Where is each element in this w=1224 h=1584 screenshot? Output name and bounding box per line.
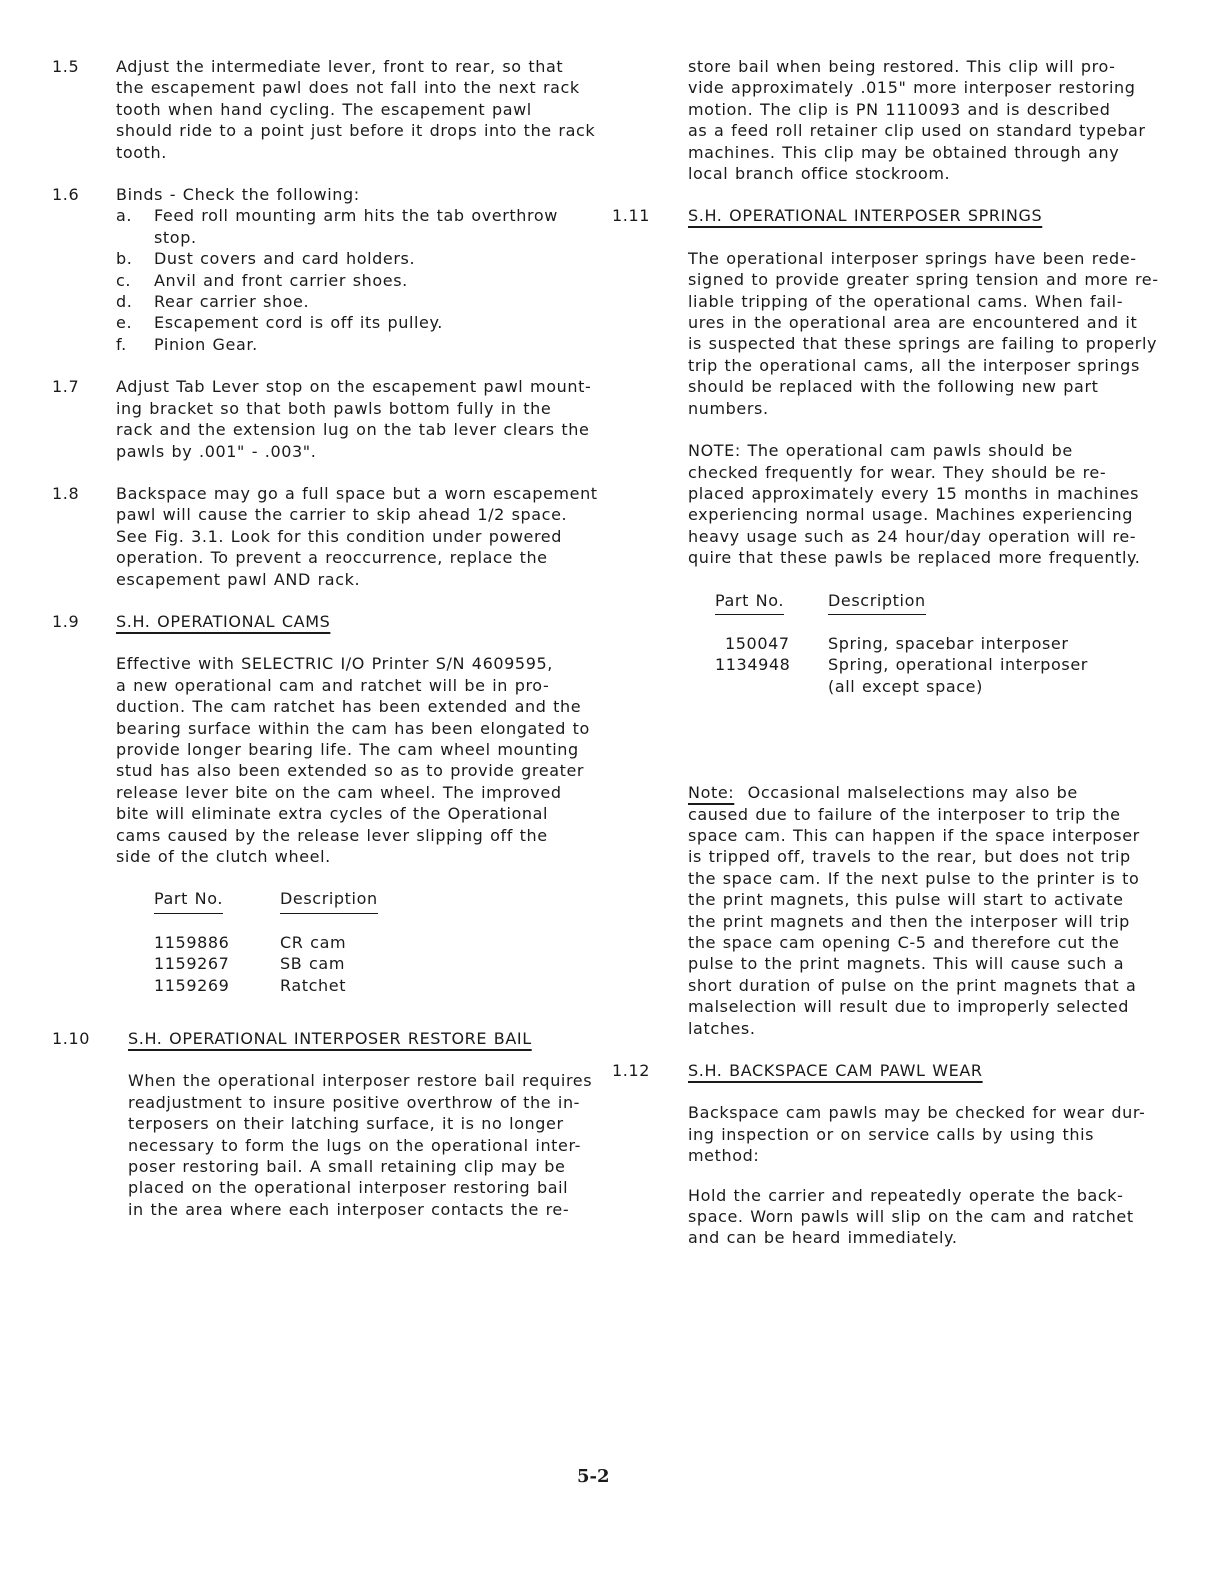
part-description: SB cam xyxy=(280,954,346,974)
text-line: trip the operational cams, all the interposer springs xyxy=(688,355,1140,375)
part-number: 150047 xyxy=(725,633,790,653)
list-item xyxy=(116,334,572,355)
section-number: 1.9 xyxy=(52,611,80,631)
list-label: b. xyxy=(116,249,133,269)
column-header-part: Part No. xyxy=(715,590,784,615)
text-line: is suspected that these springs are failing to properly xyxy=(688,334,1158,354)
text-line: caused due to failure of the interposer to trip the xyxy=(688,804,1121,824)
list-item xyxy=(116,248,572,269)
text-line: bite will eliminate extra cycles of the Operational xyxy=(116,804,549,824)
text-line: bearing surface within the cam has been elongated to xyxy=(116,718,590,738)
note-first-line xyxy=(688,782,1142,803)
section-body xyxy=(688,205,1159,1039)
continued-text xyxy=(688,56,1146,184)
note-label: Note: xyxy=(688,783,735,803)
text-line: The operational interposer springs have been rede- xyxy=(688,248,1137,268)
text-line: necessary to form the lugs on the operational inter- xyxy=(128,1135,582,1155)
text-line: the print magnets and then the interposer will trip xyxy=(688,911,1130,931)
section-heading: S.H. OPERATIONAL INTERPOSER SPRINGS xyxy=(688,206,1043,226)
list-label: f. xyxy=(116,334,127,354)
page-number: 5-2 xyxy=(577,1466,610,1487)
text-line: pulse to the print magnets. This will cause such a xyxy=(688,954,1125,974)
binds-list xyxy=(116,205,572,355)
list-text: stop. xyxy=(154,227,197,247)
text-line: ing inspection or on service calls by using this xyxy=(688,1124,1095,1144)
section-heading: S.H. OPERATIONAL CAMS xyxy=(116,611,331,631)
list-text: Escapement cord is off its pulley. xyxy=(154,313,443,333)
table-header-row xyxy=(154,888,378,913)
text-line: stud has also been extended so as to provide greater xyxy=(116,761,585,781)
section-1-6 xyxy=(52,184,572,355)
text-line: quire that these pawls be replaced more frequently. xyxy=(688,548,1141,568)
list-label: d. xyxy=(116,292,133,312)
text-line: placed on the operational interposer restoring bail xyxy=(128,1178,569,1198)
list-label: a. xyxy=(116,206,133,226)
section-1-8 xyxy=(52,483,598,590)
section-1-12 xyxy=(612,1060,1146,1249)
text-line: tooth. xyxy=(116,142,167,162)
table-row xyxy=(154,953,378,974)
section-1-9 xyxy=(52,611,590,996)
list-text: Pinion Gear. xyxy=(154,334,258,354)
text-line: vide approximately .015" more interposer restoring xyxy=(688,78,1136,98)
section-body xyxy=(688,1060,1146,1249)
list-label: e. xyxy=(116,313,133,333)
text-line: side of the clutch wheel. xyxy=(116,847,331,866)
text-line: escapement pawl AND rack. xyxy=(116,569,361,589)
text-line: latches. xyxy=(688,1018,756,1038)
section-body xyxy=(116,611,590,996)
text-line: the space cam. If the next pulse to the printer is to xyxy=(688,868,1140,888)
list-text: Rear carrier shoe. xyxy=(154,292,310,312)
column-header-part: Part No. xyxy=(154,888,223,913)
text-line: method: xyxy=(688,1146,760,1166)
section-number: 1.5 xyxy=(52,57,80,76)
text-line: the escapement pawl does not fall into the next rack xyxy=(116,78,580,98)
section-body xyxy=(116,483,598,590)
list-item xyxy=(116,205,572,226)
text-line: release lever bite on the cam wheel. The improved xyxy=(116,782,562,802)
text-line: malselection will result due to improperly selected xyxy=(688,997,1129,1017)
text-line: motion. The clip is PN 1110093 and is described xyxy=(688,99,1111,119)
part-description: Spring, spacebar interposer xyxy=(828,633,1069,653)
parts-table xyxy=(715,590,1088,698)
list-text: Feed roll mounting arm hits the tab overthrow xyxy=(154,206,558,226)
column-header-description: Description xyxy=(280,888,378,913)
column-header-description: Description xyxy=(828,590,926,615)
text-line: the space cam opening C-5 and therefore cut the xyxy=(688,933,1120,952)
section-number: 1.6 xyxy=(52,185,80,205)
table-row xyxy=(715,633,1088,654)
part-description: (all except space) xyxy=(828,676,983,696)
text-line: See Fig. 3.1. Look for this condition under powered xyxy=(116,526,562,546)
part-number: 1134948 xyxy=(715,655,791,675)
text-line: ing bracket so that both pawls bottom fully in the xyxy=(116,398,552,418)
list-text: Anvil and front carrier shoes. xyxy=(154,270,408,290)
table-row xyxy=(715,654,1088,675)
section-heading: S.H. BACKSPACE CAM PAWL WEAR xyxy=(688,1061,983,1081)
text-line: Effective with SELECTRIC I/O Printer S/N 4609595, xyxy=(116,654,553,674)
part-number: 1159269 xyxy=(154,975,230,995)
text-line: Backspace cam pawls may be checked for wear dur- xyxy=(688,1103,1146,1123)
section-number: 1.10 xyxy=(52,1029,91,1049)
section-body xyxy=(128,1028,593,1220)
text-line: pawls by .001" - .003". xyxy=(116,441,317,461)
section-number: 1.7 xyxy=(52,377,80,397)
text-line: rack and the extension lug on the tab lever clears the xyxy=(116,420,590,440)
parts-table xyxy=(154,888,378,996)
text-line: space cam. This can happen if the space interposer xyxy=(688,825,1140,845)
text-line: placed approximately every 15 months in machines xyxy=(688,483,1140,503)
text-line: numbers. xyxy=(688,398,769,418)
text-line: NOTE: The operational cam pawls should be xyxy=(688,441,1073,461)
list-item xyxy=(116,312,572,333)
text-line: heavy usage such as 24 hour/day operation will re- xyxy=(688,526,1137,546)
section-body xyxy=(116,56,596,163)
section-1-10 xyxy=(52,1028,593,1220)
section-body xyxy=(116,376,592,462)
note-text: Occasional malselections may also be xyxy=(747,783,1078,803)
part-number: 1159267 xyxy=(154,954,230,974)
text-line: Adjust the intermediate lever, front to rear, so that xyxy=(116,57,564,76)
text-line: duction. The cam ratchet has been extended and the xyxy=(116,697,582,717)
text-line: should ride to a point just before it drops into the rack xyxy=(116,121,596,141)
text-line: poser restoring bail. A small retaining clip may be xyxy=(128,1157,566,1177)
list-item xyxy=(116,291,572,312)
text-line: in the area where each interposer contacts the re- xyxy=(128,1199,570,1219)
part-description: Spring, operational interposer xyxy=(828,655,1088,675)
text-line: a new operational cam and ratchet will be in pro- xyxy=(116,675,550,695)
text-line: terposers on their latching surface, it is no longer xyxy=(128,1114,564,1134)
part-number: 1159886 xyxy=(154,932,230,952)
text-line: Hold the carrier and repeatedly operate the back- xyxy=(688,1185,1124,1205)
section-1-5 xyxy=(52,56,596,163)
part-description: Ratchet xyxy=(280,975,347,995)
text-line: Adjust Tab Lever stop on the escapement pawl mount- xyxy=(116,377,592,397)
section-heading: S.H. OPERATIONAL INTERPOSER RESTORE BAIL xyxy=(128,1029,532,1049)
text-line: store bail when being restored. This clip will pro- xyxy=(688,57,1116,76)
text-line: pawl will cause the carrier to skip ahead 1/2 space. xyxy=(116,505,568,525)
text-line: operation. To prevent a reoccurrence, replace the xyxy=(116,548,548,568)
text-line: local branch office stockroom. xyxy=(688,164,951,184)
part-description: CR cam xyxy=(280,932,347,952)
section-1-7 xyxy=(52,376,592,462)
text-line: ures in the operational area are encountered and it xyxy=(688,313,1138,333)
text-line: the print magnets, this pulse will start to activate xyxy=(688,890,1124,910)
section-number: 1.11 xyxy=(612,206,651,226)
left-column xyxy=(52,56,598,1220)
part-number xyxy=(715,676,828,697)
section-body xyxy=(116,184,572,355)
text-line: Backspace may go a full space but a worn escapement xyxy=(116,483,598,503)
text-line: and can be heard immediately. xyxy=(688,1228,958,1248)
text-line: liable tripping of the operational cams. When fail- xyxy=(688,291,1124,311)
text-line: signed to provide greater spring tension and more re- xyxy=(688,270,1159,290)
text-line: cams caused by the release lever slipping off the xyxy=(116,825,548,845)
table-row xyxy=(715,676,1088,697)
list-text: Dust covers and card holders. xyxy=(154,249,416,269)
text-line: short duration of pulse on the print magnets that a xyxy=(688,975,1137,995)
text-line: When the operational interposer restore bail requires xyxy=(128,1071,593,1091)
text-line: tooth when hand cycling. The escapement pawl xyxy=(116,99,532,119)
text-line: experiencing normal usage. Machines experiencing xyxy=(688,505,1134,525)
text-line: as a feed roll retainer clip used on standard typebar xyxy=(688,121,1146,141)
section-1-11 xyxy=(612,205,1159,1039)
table-row xyxy=(154,932,378,953)
text-line: space. Worn pawls will slip on the cam and ratchet xyxy=(688,1207,1134,1227)
text-line: Binds - Check the following: xyxy=(116,185,360,205)
section-number: 1.12 xyxy=(612,1061,651,1081)
list-label: c. xyxy=(116,270,132,290)
table-row xyxy=(154,975,378,996)
text-line: should be replaced with the following new part xyxy=(688,377,1099,397)
text-line: is tripped off, travels to the rear, but does not trip xyxy=(688,847,1131,867)
text-line: readjustment to insure positive overthrow of the in- xyxy=(128,1092,581,1112)
text-line: machines. This clip may be obtained through any xyxy=(688,142,1120,162)
right-column xyxy=(612,56,1159,1249)
text-line: checked frequently for wear. They should be re- xyxy=(688,462,1107,482)
list-item xyxy=(116,270,572,291)
section-number: 1.8 xyxy=(52,483,80,503)
text-line: provide longer bearing life. The cam wheel mounting xyxy=(116,739,579,759)
table-header-row xyxy=(715,590,1088,615)
